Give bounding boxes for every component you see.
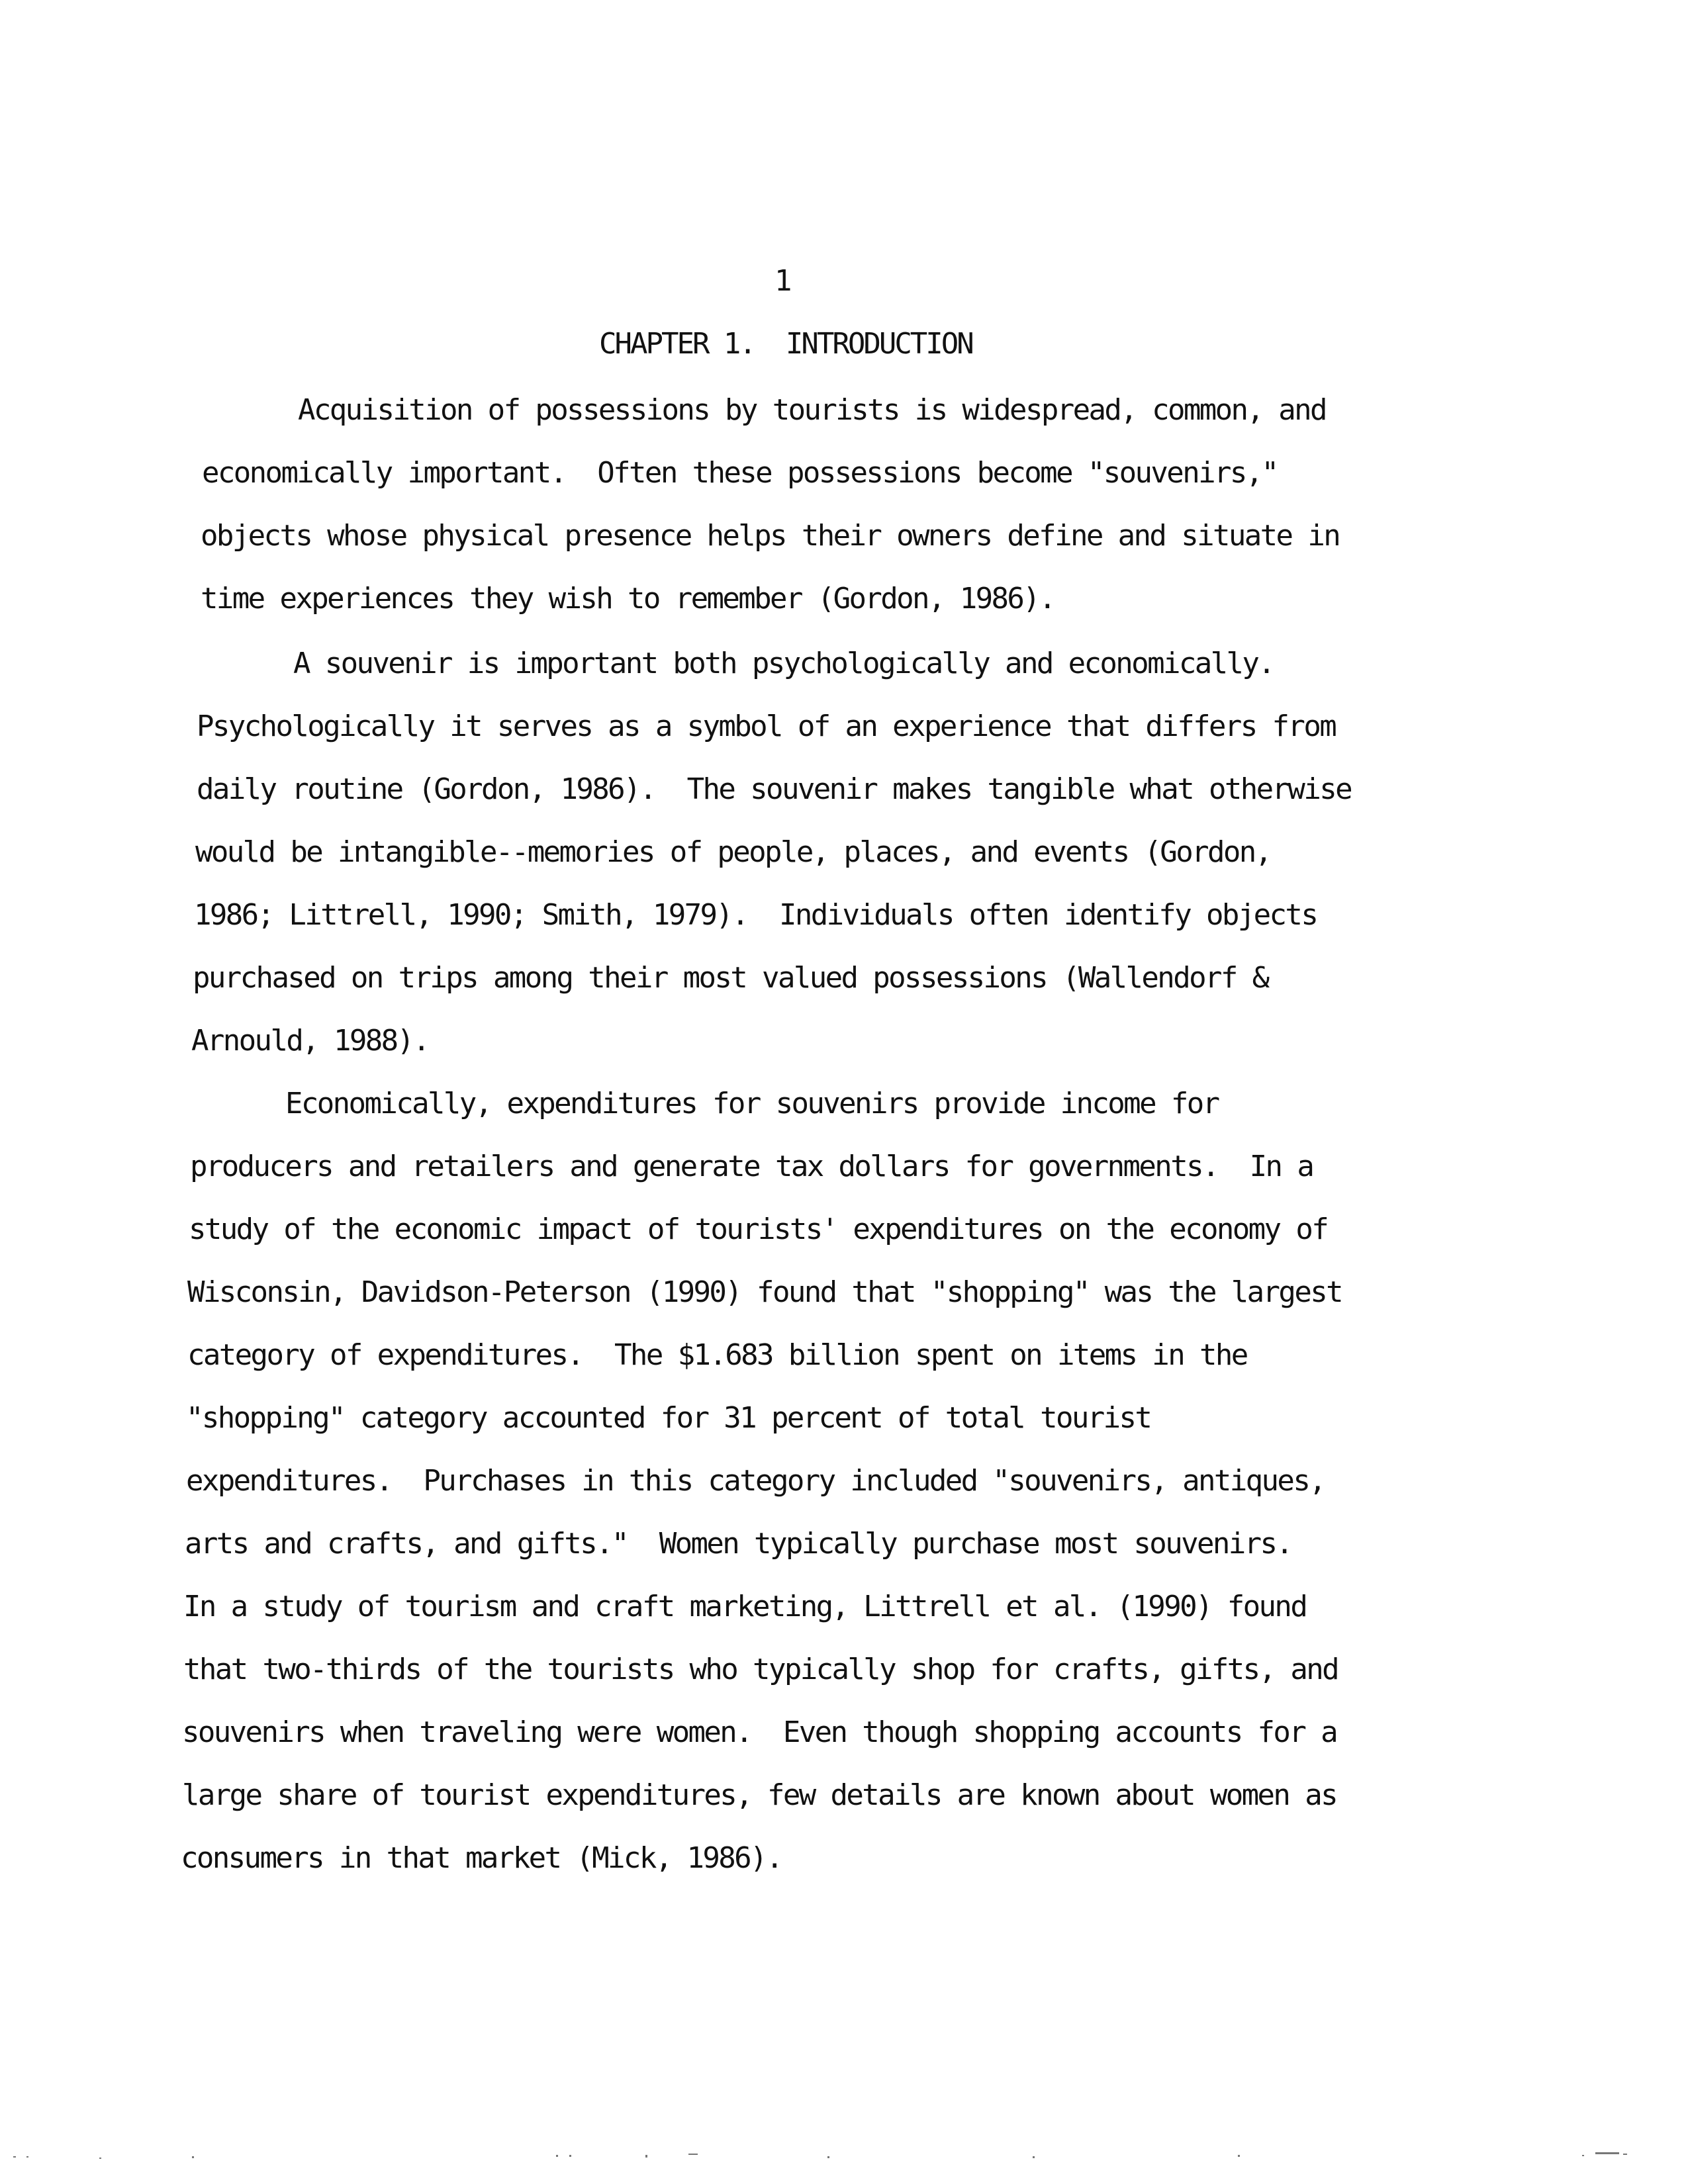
text-line: "shopping" category accounted for 31 percent of total tourist bbox=[186, 1401, 1151, 1435]
chapter-title: CHAPTER 1. INTRODUCTION bbox=[599, 327, 972, 361]
text-line: expenditures. Purchases in this category included "souvenirs, antiques, bbox=[186, 1464, 1325, 1498]
text-line: producers and retailers and generate tax dollars for governments. In a bbox=[190, 1150, 1313, 1183]
page-number: 1 bbox=[774, 264, 792, 298]
text-line: Psychologically it serves as a symbol of an experience that differs from bbox=[197, 709, 1336, 743]
text-line: economically important. Often these possessions become "souvenirs," bbox=[202, 456, 1278, 490]
text-line: A souvenir is important both psychologically and economically. bbox=[293, 647, 1274, 680]
text-line: 1986; Littrell, 1990; Smith, 1979). Individuals often identify objects bbox=[194, 898, 1317, 932]
text-line: that two-thirds of the tourists who typically shop for crafts, gifts, and bbox=[183, 1653, 1338, 1686]
text-line: time experiences they wish to remember (Gordon, 1986). bbox=[201, 582, 1055, 615]
scan-noise bbox=[0, 2144, 1688, 2171]
text-line: purchased on trips among their most valued possessions (Wallendorf & bbox=[193, 961, 1268, 995]
text-line: souvenirs when traveling were women. Even though shopping accounts for a bbox=[182, 1715, 1336, 1749]
text-line: Economically, expenditures for souvenirs provide income for bbox=[285, 1087, 1219, 1120]
text-line: would be intangible--memories of people, places, and events (Gordon, bbox=[195, 835, 1271, 869]
text-line: large share of tourist expenditures, few details are known about women as bbox=[182, 1778, 1336, 1812]
text-line: In a study of tourism and craft marketing, Littrell et al. (1990) found bbox=[183, 1590, 1307, 1623]
text-line: Acquisition of possessions by tourists is widespread, common, and bbox=[298, 393, 1326, 427]
text-line: daily routine (Gordon, 1986). The souvenir makes tangible what otherwise bbox=[197, 772, 1351, 806]
text-line: category of expenditures. The $1.683 billion spent on items in the bbox=[187, 1338, 1247, 1372]
text-line: study of the economic impact of tourists' expenditures on the economy of bbox=[189, 1212, 1328, 1246]
text-line: consumers in that market (Mick, 1986). bbox=[181, 1841, 782, 1875]
text-line: arts and crafts, and gifts." Women typically purchase most souvenirs. bbox=[185, 1527, 1292, 1561]
text-line: Wisconsin, Davidson-Peterson (1990) found that "shopping" was the largest bbox=[187, 1275, 1342, 1309]
text-line: objects whose physical presence helps their owners define and situate in bbox=[201, 519, 1340, 553]
text-line: Arnould, 1988). bbox=[191, 1024, 429, 1058]
